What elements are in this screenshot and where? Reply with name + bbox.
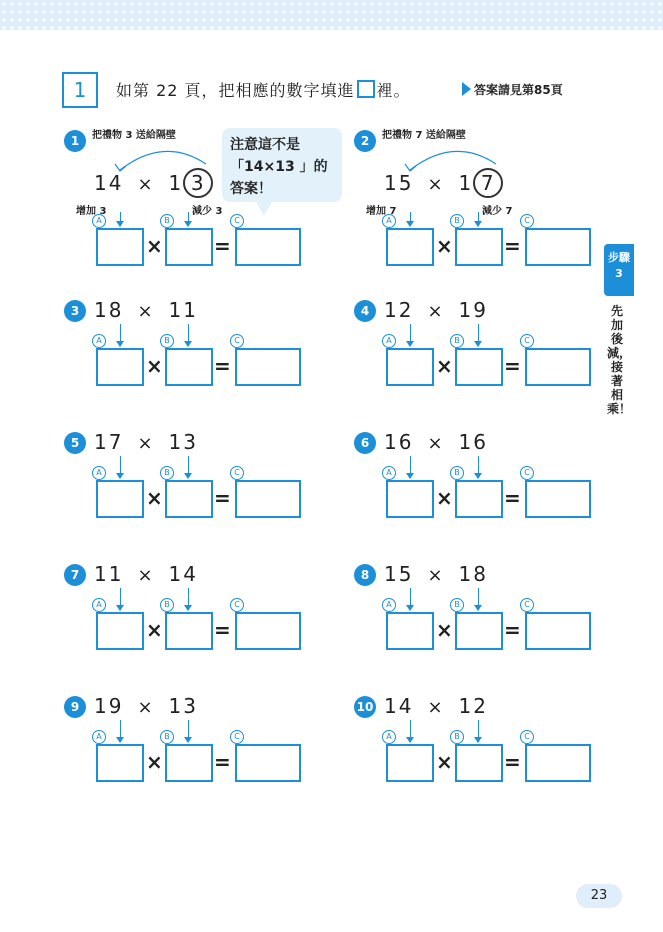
label-b: B — [450, 598, 464, 612]
triangle-arrow-icon — [462, 82, 471, 96]
problem-number: 5 — [64, 432, 86, 454]
answer-box-b[interactable] — [455, 348, 503, 386]
left-factor: 12 — [384, 298, 414, 322]
answer-reference: 答案請見第85頁 — [462, 81, 563, 98]
equals-operator: = — [504, 354, 521, 378]
right-factor: 18 — [458, 562, 488, 586]
answer-box-c[interactable] — [235, 228, 301, 266]
times-sign: × — [427, 433, 445, 454]
answer-box-b[interactable] — [455, 612, 503, 650]
problem-5 — [64, 430, 314, 570]
answer-box-b[interactable] — [455, 228, 503, 266]
problem-number: 10 — [354, 696, 376, 718]
decrease-note: 減少 7 — [482, 206, 513, 217]
times-sign: × — [427, 697, 445, 718]
answer-box-c[interactable] — [525, 480, 591, 518]
label-b: B — [160, 466, 174, 480]
label-a: A — [92, 730, 106, 744]
answer-box-b[interactable] — [165, 228, 213, 266]
equation — [94, 298, 198, 322]
label-c: C — [520, 466, 534, 480]
equation — [94, 168, 213, 198]
answer-box-a[interactable] — [386, 228, 434, 266]
label-a: A — [92, 214, 106, 228]
equation — [94, 694, 198, 718]
header-band — [0, 0, 663, 30]
equals-operator: = — [504, 618, 521, 642]
arrow-to-a — [410, 588, 411, 610]
answer-box-c[interactable] — [235, 744, 301, 782]
arrow-to-a — [120, 324, 121, 346]
times-sign: × — [137, 301, 155, 322]
times-sign: × — [427, 565, 445, 586]
equation — [94, 562, 198, 586]
equals-operator: = — [504, 486, 521, 510]
answer-box-b[interactable] — [455, 480, 503, 518]
times-sign: × — [137, 697, 155, 718]
right-factor: 11 — [168, 298, 198, 322]
arrow-to-a — [120, 588, 121, 610]
times-operator: × — [436, 486, 453, 510]
arrow-to-b — [478, 720, 479, 742]
hint-text: 把禮物 7 送給隔壁 — [382, 130, 466, 141]
right-factor: 13 — [168, 694, 198, 718]
arrow-to-b — [188, 456, 189, 478]
right-factor: 14 — [168, 562, 198, 586]
problem-number: 8 — [354, 564, 376, 586]
answer-box-b[interactable] — [455, 744, 503, 782]
arrow-to-b — [478, 588, 479, 610]
equals-operator: = — [504, 750, 521, 774]
equation — [384, 562, 488, 586]
arrow-to-a — [120, 720, 121, 742]
answer-box-a[interactable] — [386, 348, 434, 386]
label-b: B — [160, 334, 174, 348]
label-c: C — [520, 730, 534, 744]
problem-8 — [354, 562, 604, 702]
arrow-to-a — [120, 456, 121, 478]
label-c: C — [520, 598, 534, 612]
answer-box-b[interactable] — [165, 480, 213, 518]
problem-number: 1 — [64, 130, 86, 152]
answer-box-a[interactable] — [386, 612, 434, 650]
label-b: B — [160, 730, 174, 744]
label-b: B — [450, 214, 464, 228]
answer-box-a[interactable] — [96, 228, 144, 266]
arrow-to-a — [410, 456, 411, 478]
answer-box-a[interactable] — [96, 744, 144, 782]
answer-box-a[interactable] — [96, 348, 144, 386]
label-a: A — [382, 466, 396, 480]
left-factor: 18 — [94, 298, 124, 322]
increase-note: 增加 3 — [76, 206, 107, 217]
equals-operator: = — [214, 234, 231, 258]
times-sign: × — [427, 174, 445, 195]
problem-7 — [64, 562, 314, 702]
arrow-to-a — [410, 720, 411, 742]
left-factor: 15 — [384, 562, 414, 586]
step-description: 先加後減，接著相乘！ — [607, 304, 632, 416]
arrow-to-b — [188, 588, 189, 610]
label-a: A — [382, 598, 396, 612]
label-c: C — [230, 730, 244, 744]
left-factor: 19 — [94, 694, 124, 718]
problem-number: 4 — [354, 300, 376, 322]
answer-box-a[interactable] — [96, 612, 144, 650]
left-factor: 15 — [384, 171, 414, 195]
equals-operator: = — [504, 234, 521, 258]
times-operator: × — [146, 618, 163, 642]
right-factor-prefix: 1 — [458, 171, 474, 195]
left-factor: 17 — [94, 430, 124, 454]
decrease-note: 減少 3 — [192, 206, 223, 217]
times-operator: × — [436, 234, 453, 258]
left-factor: 16 — [384, 430, 414, 454]
times-operator: × — [436, 750, 453, 774]
equals-operator: = — [214, 486, 231, 510]
problem-10 — [354, 694, 604, 834]
answer-box-c[interactable] — [235, 348, 301, 386]
label-b: B — [450, 334, 464, 348]
label-b: B — [160, 598, 174, 612]
box-icon — [357, 80, 375, 98]
problem-4 — [354, 298, 604, 438]
answer-box-c[interactable] — [525, 348, 591, 386]
label-a: A — [382, 730, 396, 744]
answer-box-b[interactable] — [165, 744, 213, 782]
arrow-to-b — [478, 324, 479, 346]
problem-3 — [64, 298, 314, 438]
equation — [384, 430, 488, 454]
times-sign: × — [137, 174, 155, 195]
equals-operator: = — [214, 750, 231, 774]
label-a: A — [92, 466, 106, 480]
answer-box-c[interactable] — [525, 744, 591, 782]
problem-number: 9 — [64, 696, 86, 718]
arrow-to-a — [410, 324, 411, 346]
problem-2 — [354, 130, 604, 270]
answer-box-a[interactable] — [386, 744, 434, 782]
times-sign: × — [137, 565, 155, 586]
times-operator: × — [146, 750, 163, 774]
label-b: B — [160, 214, 174, 228]
label-c: C — [520, 214, 534, 228]
label-a: A — [92, 334, 106, 348]
arrow-to-b — [478, 212, 479, 226]
instruction-text: 如第 22 頁，把相應的數字填進 裡。 — [116, 81, 411, 100]
right-factor: 12 — [458, 694, 488, 718]
problem-1 — [64, 130, 314, 270]
increase-note: 增加 7 — [366, 206, 397, 217]
answer-box-a[interactable] — [96, 480, 144, 518]
label-a: A — [382, 214, 396, 228]
answer-box-b[interactable] — [165, 612, 213, 650]
answer-box-c[interactable] — [525, 612, 591, 650]
equation — [384, 298, 488, 322]
times-operator: × — [146, 486, 163, 510]
page-number: 23 — [576, 884, 622, 908]
arrow-to-a — [120, 212, 121, 226]
label-a: A — [382, 334, 396, 348]
right-factor: 19 — [458, 298, 488, 322]
label-c: C — [230, 334, 244, 348]
equals-operator: = — [214, 354, 231, 378]
times-sign: × — [427, 301, 445, 322]
label-c: C — [230, 214, 244, 228]
label-b: B — [450, 730, 464, 744]
times-operator: × — [436, 618, 453, 642]
times-operator: × — [436, 354, 453, 378]
answer-box-c[interactable] — [235, 480, 301, 518]
right-factor-circled-digit: 3 — [183, 168, 213, 198]
arrow-to-b — [188, 212, 189, 226]
section-number: 1 — [62, 72, 98, 108]
step-tab: 步驟 3 — [604, 244, 634, 296]
problem-6 — [354, 430, 604, 570]
label-b: B — [450, 466, 464, 480]
equation — [94, 430, 198, 454]
arrow-to-b — [188, 720, 189, 742]
problem-number: 2 — [354, 130, 376, 152]
callout-bubble: 注意這不是 「14×13 」的 答案！ — [222, 128, 342, 202]
problem-number: 3 — [64, 300, 86, 322]
answer-box-a[interactable] — [386, 480, 434, 518]
arrow-to-b — [188, 324, 189, 346]
answer-box-b[interactable] — [165, 348, 213, 386]
equation — [384, 168, 503, 198]
times-operator: × — [146, 354, 163, 378]
label-c: C — [520, 334, 534, 348]
problem-number: 6 — [354, 432, 376, 454]
right-factor: 16 — [458, 430, 488, 454]
label-c: C — [230, 466, 244, 480]
left-factor: 14 — [94, 171, 124, 195]
answer-box-c[interactable] — [525, 228, 591, 266]
answer-box-c[interactable] — [235, 612, 301, 650]
label-c: C — [230, 598, 244, 612]
left-factor: 14 — [384, 694, 414, 718]
times-sign: × — [137, 433, 155, 454]
label-a: A — [92, 598, 106, 612]
problem-9 — [64, 694, 314, 834]
hint-text: 把禮物 3 送給隔壁 — [92, 130, 176, 141]
arrow-to-a — [410, 212, 411, 226]
right-factor: 13 — [168, 430, 198, 454]
right-factor-prefix: 1 — [168, 171, 184, 195]
arrow-to-b — [478, 456, 479, 478]
problem-number: 7 — [64, 564, 86, 586]
equation — [384, 694, 488, 718]
right-factor-circled-digit: 7 — [473, 168, 503, 198]
times-operator: × — [146, 234, 163, 258]
equals-operator: = — [214, 618, 231, 642]
left-factor: 11 — [94, 562, 124, 586]
